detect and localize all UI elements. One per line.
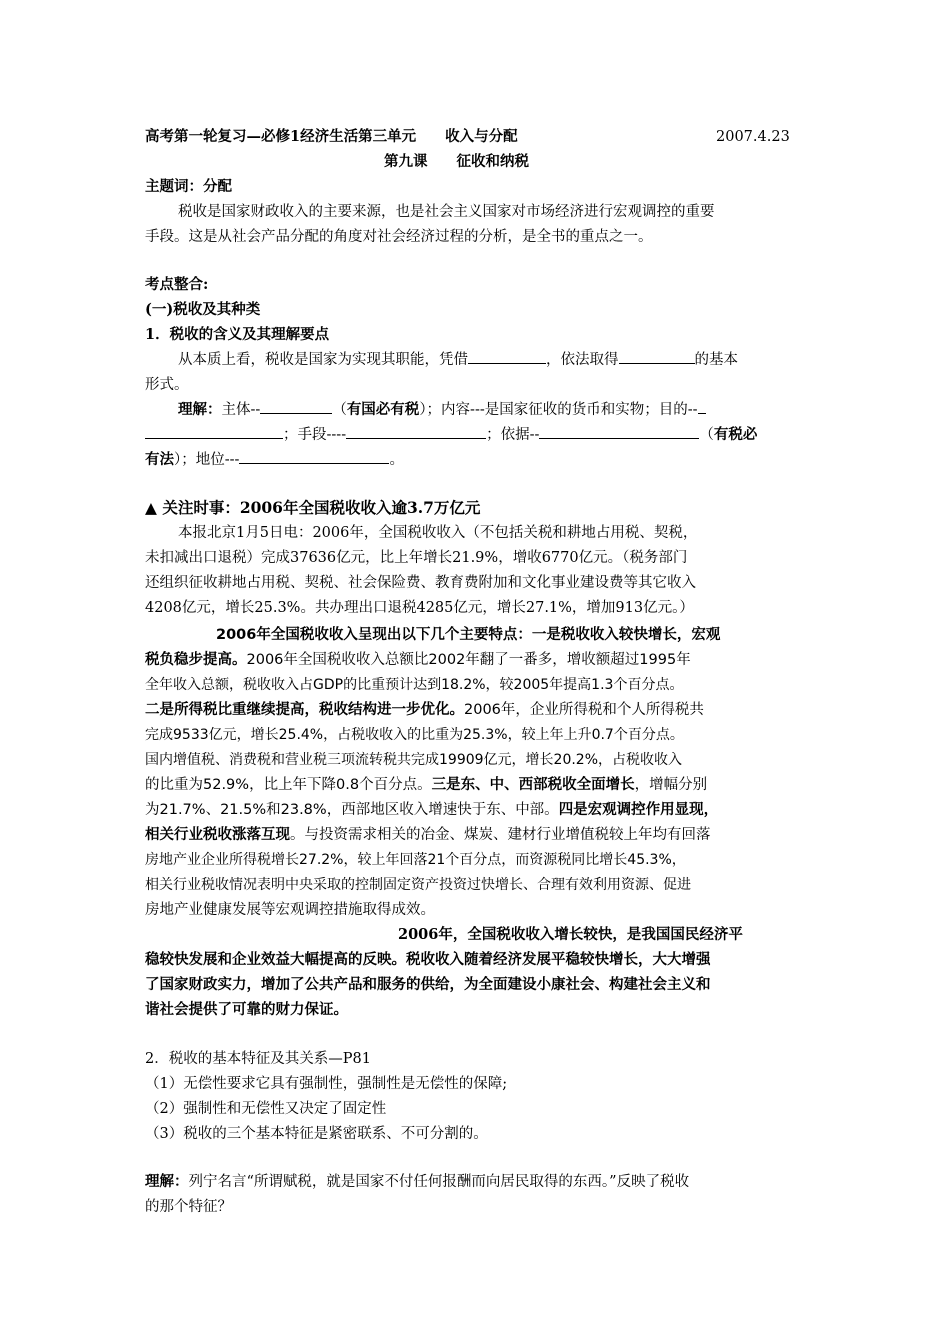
news-paragraph-line: 房地产业健康发展等宏观调控措施取得成效。 xyxy=(145,902,435,918)
document-date: 2007.4.23 xyxy=(716,129,790,145)
bold-segment: 有法 xyxy=(145,451,174,468)
fill-blank-line xyxy=(178,349,738,371)
bold-segment: 相关行业税收涨落互现 xyxy=(145,827,290,843)
text-segment: 为21.7%、21.5%和23.8%，西部地区收入增速快于东、中部。 xyxy=(145,802,559,818)
text-segment: 的比重为52.9%，比上年下降0.8个百分点。 xyxy=(145,777,432,793)
document-title: 高考第一轮复习—必修1经济生活第三单元 收入与分配 xyxy=(145,128,518,145)
news-paragraph-line: 全年收入总额，税收收入占GDP的比重预计达到18.2%，较2005年提高1.3个百分点。 xyxy=(145,677,684,693)
news-paragraph-line: 了国家财政实力，增加了公共产品和服务的供给，为全面建设小康社会、构建社会主义和 xyxy=(145,976,711,993)
text-segment: ，依法取得 xyxy=(546,352,619,368)
news-paragraph-line: 相关行业税收情况表明中央采取的控制固定资产投资过快增长、合理有效利用资源、促进 xyxy=(145,877,691,893)
text-line: 形式。 xyxy=(145,377,189,393)
news-paragraph-line: 4208亿元，增长25.3%。共办理出口退税4285亿元，增长27.1%，增加913亿元。） xyxy=(145,600,694,616)
blank-field[interactable] xyxy=(260,399,332,414)
item-heading: 1．税收的含义及其理解要点 xyxy=(145,326,330,343)
text-segment: 列宁名言“所谓赋税，就是国家不付任何报酬而向居民取得的东西。”反映了税收 xyxy=(188,1174,690,1190)
bold-segment: 三是东、中、西部税收全面增长 xyxy=(431,777,635,793)
theme-paragraph-line: 税收是国家财政收入的主要来源，也是社会主义国家对市场经济进行宏观调控的重要 xyxy=(178,204,715,220)
text-segment: （ xyxy=(699,427,714,443)
news-paragraph-line: 2006年全国税收收入呈现出以下几个主要特点：一是税收收入较快增长，宏观 xyxy=(216,627,721,643)
blank-field[interactable] xyxy=(468,349,546,364)
news-paragraph-line: 本报北京1月5日电：2006年，全国税收收入（不包括关税和耕地占用税、契税， xyxy=(178,525,698,541)
news-paragraph-line: 未扣减出口退税）完成37636亿元，比上年增长21.9%，增收6770亿元。（税务部门 xyxy=(145,550,688,566)
news-paragraph-line: 稳较快发展和企业效益大幅提高的反映。税收收入随着经济发展平稳较快增长，大大增强 xyxy=(145,951,711,968)
news-paragraph-line: 完成9533亿元，增长25.4%，占税收收入的比重为25.3%，较上年上升0.7个百分点。 xyxy=(145,727,684,743)
news-heading: ▲ 关注时事：2006年全国税收收入逾3.7万亿元 xyxy=(145,498,481,517)
text-segment: ）；地位--- xyxy=(174,452,240,468)
feature-item: （1）无偿性要求它具有强制性，强制性是无偿性的保障; xyxy=(145,1076,508,1092)
understanding-label: 理解： xyxy=(145,1173,189,1190)
text-segment: （ xyxy=(332,402,347,418)
blank-field[interactable] xyxy=(145,424,283,439)
bold-segment: 二是所得税比重继续提高，税收结构进一步优化。 xyxy=(145,702,464,718)
news-paragraph-line: 国内增值税、消费税和营业税三项流转税共完成19909亿元，增长20.2%，占税收收入 xyxy=(145,752,683,768)
feature-item: （2）强制性和无偿性又决定了固定性 xyxy=(145,1101,387,1117)
features-heading: 2．税收的基本特征及其关系—P81 xyxy=(145,1051,371,1067)
understanding-line xyxy=(145,424,757,446)
text-segment: 2006年全国税收收入总额比2002年翻了一番多，增收额超过1995年 xyxy=(246,652,691,668)
theme-paragraph-line: 手段。这是从社会产品分配的角度对社会经济过程的分析，是全书的重点之一。 xyxy=(145,229,653,245)
news-paragraph-line xyxy=(145,699,704,721)
news-paragraph-line: 还组织征收耕地占用税、契税、社会保险费、教育费附加和文化事业建设费等其它收入 xyxy=(145,575,696,591)
text-segment: ；依据-- xyxy=(486,427,540,443)
text-segment: 主体-- xyxy=(221,402,261,418)
news-paragraph-line: 房地产业企业所得税增长27.2%，较上年回落21个百分点，而资源税同比增长45.3%， xyxy=(145,852,686,868)
bold-segment: 四是宏观调控作用显现， xyxy=(558,802,719,818)
blank-field[interactable] xyxy=(698,399,706,414)
points-heading: 考点整合: xyxy=(145,276,209,293)
text-segment: ，增幅分别 xyxy=(634,777,708,793)
news-paragraph-line: 谐社会提供了可靠的财力保证。 xyxy=(145,1001,348,1018)
news-paragraph-line xyxy=(145,799,718,821)
text-segment: 。与投资需求相关的冶金、煤炭、建材行业增值税较上年均有回落 xyxy=(290,827,711,843)
theme-label: 主题词：分配 xyxy=(145,178,232,195)
news-paragraph-line xyxy=(145,824,711,846)
understanding-label: 理解： xyxy=(178,401,222,418)
bold-segment: 有税必 xyxy=(713,426,758,443)
text-segment: ）；内容---是国家征收的货币和实物；目的-- xyxy=(419,402,698,418)
lesson-title: 第九课 征收和纳税 xyxy=(384,153,529,170)
question-line: 的那个特征？ xyxy=(145,1199,232,1215)
understanding-line xyxy=(178,399,706,421)
news-paragraph-line xyxy=(145,649,691,671)
text-segment: 2006年，企业所得税和个人所得税共 xyxy=(464,702,704,718)
text-segment: 。 xyxy=(389,452,404,468)
text-segment: 从本质上看，税收是国家为实现其职能，凭借 xyxy=(178,352,468,368)
blank-field[interactable] xyxy=(619,349,695,364)
section-heading: (一)税收及其种类 xyxy=(145,301,261,318)
news-paragraph-line xyxy=(145,774,707,796)
bold-segment: 税负稳步提高。 xyxy=(145,652,247,668)
question-line xyxy=(145,1171,689,1193)
blank-field[interactable] xyxy=(346,424,486,439)
blank-field[interactable] xyxy=(539,424,699,439)
feature-item: （3）税收的三个基本特征是紧密联系、不可分割的。 xyxy=(145,1126,488,1142)
blank-field[interactable] xyxy=(239,449,389,464)
text-segment: 的基本 xyxy=(694,352,738,368)
bold-segment: 有国必有税 xyxy=(346,401,420,418)
news-paragraph-line: 2006年，全国税收收入增长较快，是我国国民经济平 xyxy=(398,926,743,943)
text-segment: ；手段---- xyxy=(283,427,347,443)
understanding-line xyxy=(145,449,404,471)
